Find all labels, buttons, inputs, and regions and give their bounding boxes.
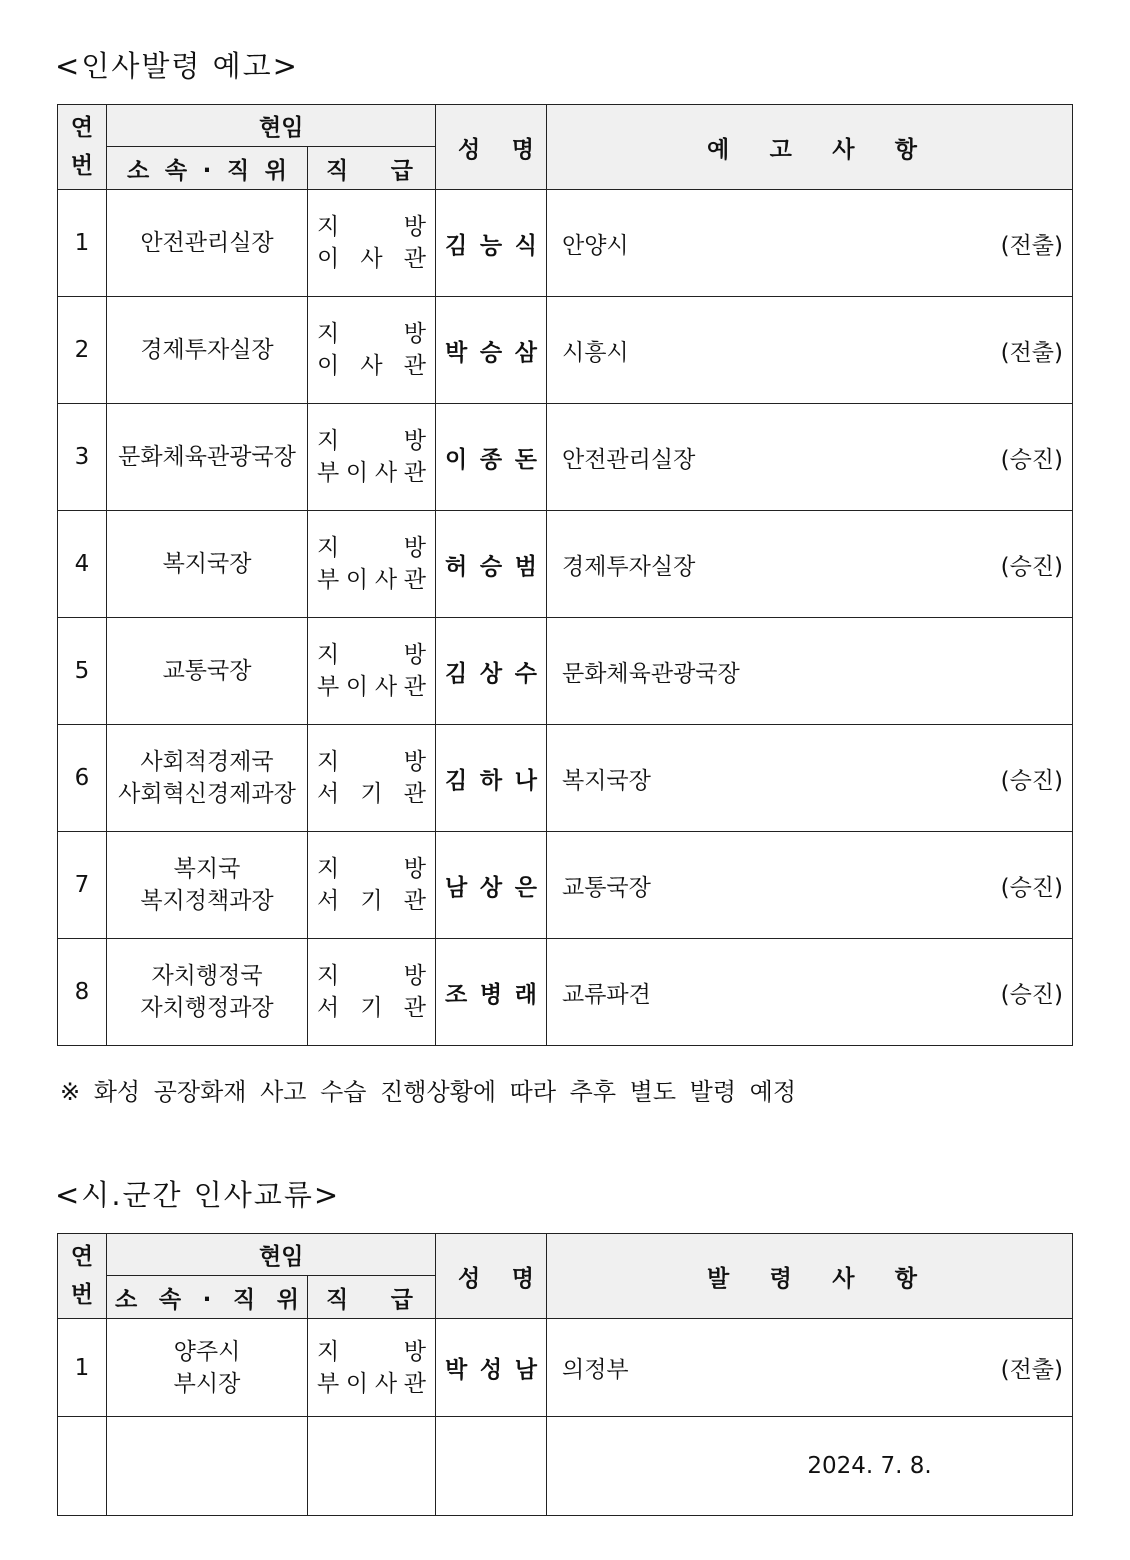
grade-char: 사 [374, 460, 398, 486]
row-number: 4 [58, 511, 107, 618]
grade-char: 지 [317, 428, 340, 454]
grade-char: 지 [317, 963, 340, 989]
grade-line [317, 746, 426, 778]
header-current [107, 1234, 436, 1276]
grade-char: 방 [403, 535, 426, 561]
row-grade [308, 1319, 436, 1417]
grade-char: 방 [403, 214, 426, 240]
name-char: 나 [514, 767, 537, 794]
name-text [436, 976, 546, 1009]
name-char: 허 [445, 553, 468, 580]
name-char: 병 [479, 981, 503, 1008]
notice-line [562, 227, 1063, 260]
grade-line [317, 457, 426, 489]
header-notice-label-char: 사 [832, 136, 855, 163]
position-line: 부시장 [173, 1370, 241, 1397]
notice-note: (전출) [1000, 1357, 1063, 1383]
row-number: 2 [58, 297, 107, 404]
notice-table [57, 104, 1073, 1046]
header-grade-label [308, 1281, 435, 1314]
notice-note: (전출) [1000, 339, 1063, 366]
footnote: ※ 화성 공장화재 사고 수습 진행상황에 따라 추후 별도 발령 예정 [60, 1078, 796, 1106]
grade-char: 관 [403, 1370, 426, 1397]
notice-line [562, 548, 1063, 581]
header-name-label [436, 1260, 546, 1293]
name-char: 은 [514, 874, 537, 901]
row-number: 5 [58, 618, 107, 725]
row-position [107, 511, 308, 618]
name-char: 승 [479, 339, 503, 366]
position-line: 복지국장 [162, 551, 252, 577]
grade-line [317, 1336, 426, 1368]
header-current-label [107, 109, 435, 142]
grade-line [317, 425, 426, 457]
grade-char: 기 [360, 888, 383, 914]
name-char: 박 [445, 1357, 468, 1383]
name-char: 수 [514, 660, 537, 687]
grade-char: 사 [374, 1370, 398, 1397]
section-title-notice: <인사발령 예고> [55, 49, 299, 83]
header-grade-label-char: 직 [326, 1286, 349, 1313]
header-notice-label-char: 항 [894, 1265, 917, 1292]
header-position-label-char: . [202, 1280, 212, 1307]
name-char: 성 [479, 1357, 503, 1383]
row-name [436, 1319, 547, 1417]
grade-char: 방 [403, 856, 426, 882]
grade-char: 방 [403, 1338, 426, 1365]
notice-text: 경제투자실장 [562, 553, 696, 580]
table-row [58, 190, 1073, 297]
header-notice [547, 105, 1073, 190]
notice-text: 복지국장 [562, 767, 651, 794]
position-line: 교통국장 [162, 658, 252, 684]
row-grade [308, 725, 436, 832]
name-char: 김 [445, 232, 468, 259]
grade-char: 관 [403, 995, 426, 1021]
grade-line [317, 885, 426, 917]
position-line: 양주시 [173, 1338, 241, 1365]
name-char: 김 [445, 767, 468, 794]
row-number: 1 [58, 1319, 107, 1417]
name-char: 김 [445, 660, 468, 687]
row-grade [308, 511, 436, 618]
grade-char: 지 [317, 535, 340, 561]
notice-note: (승진) [1000, 981, 1063, 1008]
header-position-label-char: 직 [232, 1286, 256, 1313]
grade-line [317, 960, 426, 992]
date-cell [547, 1417, 1073, 1516]
grade-char: 관 [403, 674, 426, 700]
name-char: 박 [445, 339, 468, 366]
exchange-table [57, 1233, 1073, 1516]
table-row [58, 725, 1073, 832]
position-line: 안전관리실장 [140, 230, 274, 256]
notice-text: 시흥시 [562, 339, 629, 366]
name-char: 남 [514, 1357, 537, 1383]
grade-char: 관 [403, 246, 426, 272]
table-row-empty [58, 1417, 1073, 1516]
row-notice [547, 618, 1073, 725]
grade-line [317, 639, 426, 671]
name-text [436, 655, 546, 688]
header-current-label-char: 현 [259, 1244, 282, 1270]
grade-line [317, 778, 426, 810]
grade-line [317, 350, 426, 382]
grade-line [317, 992, 426, 1024]
position-line: 사회적경제국 [140, 749, 274, 775]
name-char: 이 [445, 446, 468, 473]
row-number: 8 [58, 939, 107, 1046]
grade-char: 지 [317, 1338, 340, 1365]
grade-char: 이 [317, 246, 340, 272]
grade-char: 이 [345, 460, 369, 486]
header-grade-label-char: 급 [390, 157, 413, 184]
header-current-label-char: 임 [281, 1244, 304, 1270]
header-no-char: 번 [70, 1282, 94, 1308]
row-notice [547, 404, 1073, 511]
header-notice-label-char: 사 [832, 1265, 855, 1292]
table-row [58, 297, 1073, 404]
position-line: 자치행정국 [151, 963, 263, 989]
row-name [436, 190, 547, 297]
grade-char: 사 [374, 567, 398, 593]
row-name [436, 832, 547, 939]
position-line: 복지국 [173, 856, 241, 882]
name-char: 남 [445, 874, 468, 901]
header-notice [547, 1234, 1073, 1319]
grade-char: 방 [403, 963, 426, 989]
notice-line [562, 334, 1063, 367]
row-position [107, 618, 308, 725]
header-grade [308, 147, 436, 190]
row-number: 6 [58, 725, 107, 832]
row-name [436, 297, 547, 404]
row-position [107, 725, 308, 832]
row-name [436, 511, 547, 618]
name-char: 범 [514, 553, 537, 580]
grade-char: 관 [403, 888, 426, 914]
header-notice-label-char: 고 [769, 136, 792, 163]
notice-line [562, 762, 1063, 795]
header-notice-label-char: 령 [769, 1265, 792, 1292]
grade-char: 지 [317, 749, 340, 775]
row-grade [308, 297, 436, 404]
header-row [58, 1234, 1073, 1276]
notice-line [562, 1351, 1063, 1384]
grade-char: 관 [403, 460, 426, 486]
notice-text: 문화체육관광국장 [562, 660, 740, 687]
grade-char: 기 [360, 995, 383, 1021]
grade-char: 방 [403, 321, 426, 347]
table-row [58, 511, 1073, 618]
grade-line [317, 318, 426, 350]
grade-line [317, 564, 426, 596]
table-row [58, 618, 1073, 725]
grade-line [317, 532, 426, 564]
header-grade-label [308, 152, 435, 185]
grade-line [317, 211, 426, 243]
header-notice-label [547, 131, 1072, 164]
grade-char: 이 [317, 353, 340, 379]
header-grade-label-char: 급 [390, 1286, 413, 1313]
name-text [436, 1351, 546, 1384]
notice-text: 안전관리실장 [562, 446, 696, 473]
row-position [107, 190, 308, 297]
name-char: 상 [479, 660, 503, 687]
notice-line [562, 976, 1063, 1009]
name-char: 삼 [514, 339, 537, 366]
header-position [107, 147, 308, 190]
grade-line [317, 853, 426, 885]
row-number: 7 [58, 832, 107, 939]
notice-note: (승진) [1000, 553, 1063, 580]
header-no-char: 연 [70, 115, 94, 141]
grade-char: 사 [374, 674, 398, 700]
notice-text: 교통국장 [562, 874, 651, 901]
row-position [107, 297, 308, 404]
header-position-label-char: 속 [158, 1286, 182, 1313]
position-line: 사회혁신경제과장 [118, 781, 296, 807]
notice-line [562, 441, 1063, 474]
header-position-label [107, 1281, 307, 1314]
grade-char: 이 [345, 1370, 369, 1397]
grade-char: 사 [360, 246, 383, 272]
table-row [58, 832, 1073, 939]
notice-note: (전출) [1000, 232, 1063, 259]
header-position-label-char: 위 [264, 157, 287, 184]
notice-note: (승진) [1000, 446, 1063, 473]
row-grade [308, 190, 436, 297]
header-grade-label-char: 직 [326, 157, 349, 184]
position-line: 문화체육관광국장 [118, 444, 296, 470]
name-text [436, 441, 546, 474]
row-name [436, 939, 547, 1046]
row-notice [547, 939, 1073, 1046]
grade-char: 방 [403, 428, 426, 454]
grade-char: 이 [345, 674, 369, 700]
row-number: 3 [58, 404, 107, 511]
header-position-label [107, 152, 307, 185]
header-name [436, 105, 547, 190]
header-current-label-char: 임 [281, 115, 304, 141]
row-name [436, 404, 547, 511]
position-line: 복지정책과장 [140, 888, 274, 914]
grade-char: 부 [317, 1370, 340, 1397]
row-grade [308, 618, 436, 725]
header-row [58, 105, 1073, 147]
table-row [58, 939, 1073, 1046]
header-no [58, 105, 107, 190]
header-position-label-char: 직 [226, 157, 250, 184]
notice-text: 교류파견 [562, 981, 651, 1008]
grade-char: 사 [360, 353, 383, 379]
header-position [107, 1276, 308, 1319]
row-position [107, 404, 308, 511]
table-row [58, 1319, 1073, 1417]
header-notice-label-char: 항 [894, 136, 917, 163]
section-title-exchange: <시.군간 인사교류> [55, 1178, 341, 1212]
header-no-char: 번 [70, 153, 94, 179]
name-text [436, 869, 546, 902]
row-name [436, 618, 547, 725]
notice-line [562, 655, 1063, 688]
header-name-label-char: 성 [458, 136, 481, 163]
header-position-label-char: 소 [115, 1286, 138, 1313]
row-number: 1 [58, 190, 107, 297]
grade-char: 부 [317, 567, 340, 593]
grade-char: 관 [403, 781, 426, 807]
grade-char: 지 [317, 856, 340, 882]
header-position-label-char: 위 [276, 1286, 299, 1313]
header-position-label-char: 속 [164, 157, 188, 184]
header-current [107, 105, 436, 147]
name-char: 능 [479, 232, 503, 259]
header-name-label-char: 명 [511, 1265, 534, 1292]
name-char: 종 [479, 446, 503, 473]
header-notice-label-char: 발 [707, 1265, 730, 1292]
header-no-char: 연 [70, 1244, 94, 1270]
row-grade [308, 404, 436, 511]
empty-cell [107, 1417, 308, 1516]
grade-char: 관 [403, 567, 426, 593]
name-char: 상 [479, 874, 503, 901]
row-position [107, 939, 308, 1046]
name-char: 돈 [514, 446, 537, 473]
header-no [58, 1234, 107, 1319]
grade-char: 서 [317, 888, 340, 914]
name-text [436, 227, 546, 260]
grade-char: 지 [317, 321, 340, 347]
row-position [107, 832, 308, 939]
grade-char: 이 [345, 567, 369, 593]
notice-line [562, 869, 1063, 902]
grade-char: 방 [403, 749, 426, 775]
notice-note: (승진) [1000, 874, 1063, 901]
name-text [436, 548, 546, 581]
name-text [436, 762, 546, 795]
grade-char: 부 [317, 460, 340, 486]
header-name-label-char: 성 [458, 1265, 481, 1292]
grade-char: 부 [317, 674, 340, 700]
notice-text: 안양시 [562, 232, 629, 259]
row-grade [308, 832, 436, 939]
row-notice [547, 832, 1073, 939]
name-char: 조 [445, 981, 468, 1008]
empty-cell [58, 1417, 107, 1516]
position-line: 자치행정과장 [140, 995, 274, 1021]
header-notice-label [547, 1260, 1072, 1293]
row-notice [547, 511, 1073, 618]
header-current-label-char: 현 [259, 115, 282, 141]
header-name [436, 1234, 547, 1319]
empty-cell [308, 1417, 436, 1516]
row-notice [547, 725, 1073, 832]
grade-line [317, 671, 426, 703]
grade-char: 방 [403, 642, 426, 668]
notice-note: (승진) [1000, 767, 1063, 794]
issue-date: 2024. 7. 8. [807, 1453, 932, 1479]
notice-text: 의정부 [562, 1357, 629, 1383]
grade-line [317, 1368, 426, 1400]
name-char: 하 [479, 767, 503, 794]
header-notice-label-char: 예 [707, 136, 730, 163]
name-char: 승 [479, 553, 503, 580]
grade-char: 지 [317, 214, 340, 240]
grade-char: 기 [360, 781, 383, 807]
grade-char: 서 [317, 995, 340, 1021]
empty-cell [436, 1417, 547, 1516]
header-grade [308, 1276, 436, 1319]
row-notice [547, 1319, 1073, 1417]
header-name-label [436, 131, 546, 164]
name-char: 식 [514, 232, 537, 259]
row-notice [547, 190, 1073, 297]
header-current-label [107, 1238, 435, 1271]
name-text [436, 334, 546, 367]
grade-char: 지 [317, 642, 340, 668]
table-row [58, 404, 1073, 511]
row-position [107, 1319, 308, 1417]
header-name-label-char: 명 [511, 136, 534, 163]
name-char: 래 [514, 981, 537, 1008]
grade-char: 서 [317, 781, 340, 807]
row-name [436, 725, 547, 832]
grade-char: 관 [403, 353, 426, 379]
grade-line [317, 243, 426, 275]
header-position-label-char: . [202, 151, 212, 178]
header-position-label-char: 소 [127, 157, 150, 184]
row-grade [308, 939, 436, 1046]
position-line: 경제투자실장 [140, 337, 274, 363]
row-notice [547, 297, 1073, 404]
